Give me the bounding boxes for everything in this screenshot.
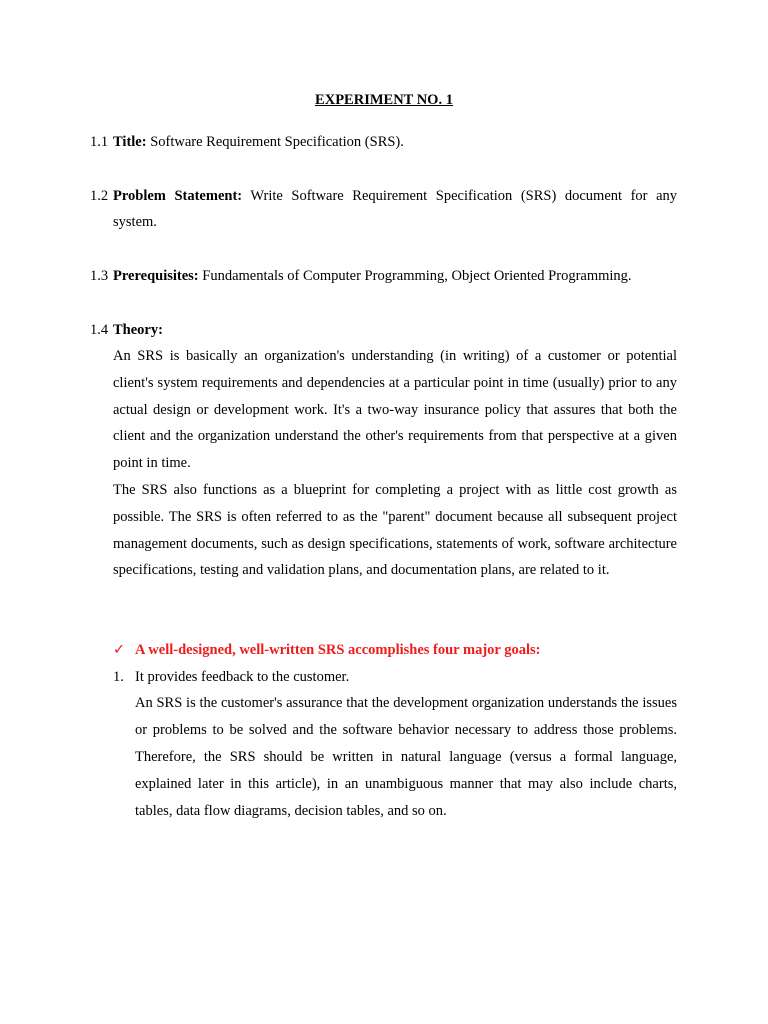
section-problem-statement xyxy=(90,187,677,205)
section-number: 1.4 xyxy=(90,322,109,338)
section-number: 1.1 xyxy=(90,134,109,150)
section-prerequisites xyxy=(90,267,632,285)
section-number: 1.2 xyxy=(90,188,109,204)
theory-paragraph-2: The SRS also functions as a blueprint for completing a project with as little cost growth as possible. The SRS is often referred to as the "parent" document because all subsequent project management documents, such as design specifications, statements of work, software architecture specifications, testing and validation plans, and documentation plans, are related to it. xyxy=(113,482,677,579)
section-label: Title: xyxy=(113,134,147,150)
section-problem-statement-cont: system. xyxy=(113,214,157,230)
theory-paragraph-1: An SRS is basically an organization's understanding (in writing) of a customer or potential client's system requirements and dependencies at a particular point in time (usually) prior to any actual design or development work. It's a two-way insurance policy that assures that both the client and the organization understand the other's requirements from that perspective at a given point in time. xyxy=(113,348,677,472)
section-label: Prerequisites: xyxy=(113,268,199,284)
list-item-body: An SRS is the customer's assurance that the development organization understands the issues or problems to be solved and the software behavior necessary to address those problems. Therefore, the SRS should be written in natural language (versus a formal language, explained later in this article), in an unambiguous manner that may also include charts, tables, data flow diagrams, decision tables, and so on. xyxy=(135,695,677,819)
goals-heading-text: A well-designed, well-written SRS accomplishes four major goals: xyxy=(135,642,541,658)
section-number: 1.3 xyxy=(90,268,109,284)
list-item-title: It provides feedback to the customer. xyxy=(135,669,350,685)
section-text: Write Software Requirement Specification (SRS) document for any xyxy=(242,188,678,204)
section-text: Fundamentals of Computer Programming, Object Oriented Programming. xyxy=(198,268,632,284)
section-text: Software Requirement Specification (SRS). xyxy=(146,134,404,150)
experiment-heading-text: EXPERIMENT NO. 1 xyxy=(315,92,453,108)
checkmark-icon: ✓ xyxy=(113,642,126,658)
list-item xyxy=(113,668,349,686)
section-label: Theory: xyxy=(113,322,163,338)
section-title xyxy=(90,133,404,151)
section-theory xyxy=(90,321,163,339)
experiment-heading xyxy=(0,92,768,109)
section-label: Problem Statement: xyxy=(113,188,243,204)
goals-heading xyxy=(113,641,540,659)
list-item-number: 1. xyxy=(113,669,124,685)
